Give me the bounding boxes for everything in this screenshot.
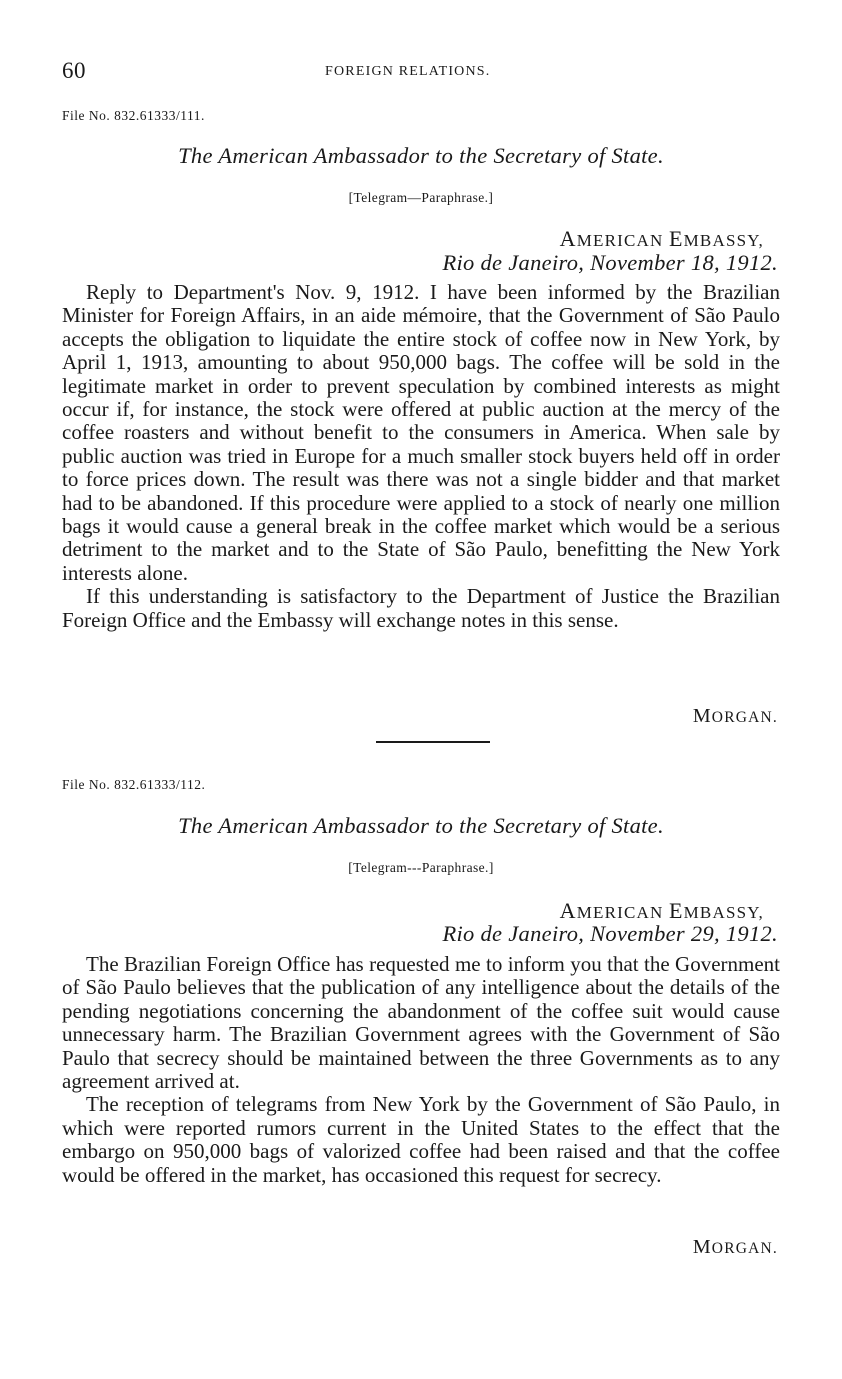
file-number: File No. 832.61333/112. <box>62 777 206 792</box>
body-paragraph: If this understanding is satisfactory to the Department of Justice the Brazilian Foreign Office and the Embassy will exchange notes in this sense. <box>62 584 780 632</box>
document-subtitle: [Telegram—Paraphrase.] <box>348 190 494 205</box>
signature: MORGAN. <box>692 705 778 727</box>
document-title: The American Ambassador to the Secretary of State. <box>178 143 664 168</box>
body-paragraph: Reply to Department's Nov. 9, 1912. I have been informed by the Brazilian Minister for Foreign Affairs, in an aide mémoire, that the Government of São Paulo accepts the obligation to liquidate the entire stock of coffee now in New York, by April 1, 1913, amounting to about 950,000 bags. The coffee will be sold in the legitimate market in order to prevent speculation by combined interests as might occur if, for instance, the stock were offered at public auction at the mercy of the coffee roasters and without benefit to the consumers in America. When sale by public auction was tried in Europe for a much smaller stock buyers held off in order to force prices down. The result was there was not a single bidder and that market had to be abandoned. If this procedure were applied to a stock of nearly one million bags it would cause a general break in the coffee market which would be a serious detriment to the market and to the State of São Paulo, benefitting the New York interests alone. <box>62 280 780 585</box>
signature: MORGAN. <box>692 1236 778 1258</box>
file-number: File No. 832.61333/111. <box>62 108 205 123</box>
body-paragraph: The Brazilian Foreign Office has requested me to inform you that the Government of São Paulo believes that the publication of any intelligence about the details of the pending negotiations concerning the abandonment of the coffee suit would cause unnecessary harm. The Brazilian Government agrees with the Government of São Paulo that secrecy should be maintained between the three Governments as to any agreement arrived at. <box>62 952 780 1094</box>
section-divider <box>376 741 490 743</box>
running-title: FOREIGN RELATIONS. <box>325 64 491 79</box>
document-subtitle: [Telegram---Paraphrase.] <box>348 860 494 875</box>
body-paragraph: The reception of telegrams from New York by the Government of São Paulo, in which were reported rumors current in the United States to the effect that the embargo on 950,000 bags of valorized coffee had been raised and that the coffee would be offered in the market, has occasioned this request for secrecy. <box>62 1092 780 1187</box>
telegram-body <box>62 953 780 1187</box>
sender-heading: AMERICAN EMBASSY, <box>559 898 764 923</box>
dateline: Rio de Janeiro, November 29, 1912. <box>442 921 778 946</box>
document-title: The American Ambassador to the Secretary of State. <box>178 813 664 838</box>
page-number: 60 <box>62 58 86 83</box>
sender-heading: AMERICAN EMBASSY, <box>559 226 764 251</box>
dateline: Rio de Janeiro, November 18, 1912. <box>442 250 778 275</box>
telegram-body <box>62 281 780 632</box>
